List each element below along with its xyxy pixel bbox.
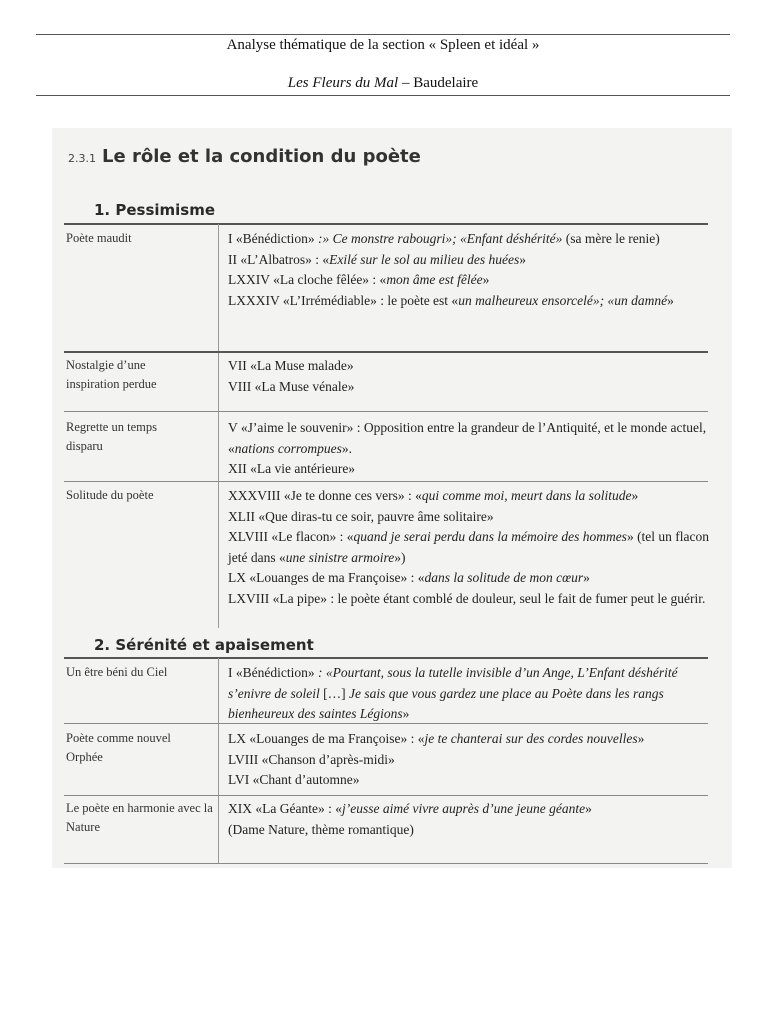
row-content	[228, 663, 712, 725]
content-line	[228, 589, 712, 610]
section-number: 2.3.1	[68, 152, 96, 165]
content-line	[228, 377, 712, 398]
reference-text: VII «La Muse malade»	[228, 358, 354, 373]
row-label: Nostalgie d’une inspiration perdue	[66, 358, 157, 391]
content-line	[228, 229, 712, 250]
reference-text: LXXIV «La cloche fêlée» : «	[228, 272, 387, 287]
row-label: Poète comme nouvel Orphée	[66, 731, 171, 764]
content-line	[228, 486, 712, 507]
reference-text: V «J’aime le souvenir» : Opposition entre la grandeur de l’Antiquité, et le monde actuel, «	[228, 420, 707, 456]
reference-text: XLVIII «Le flacon» : «	[228, 529, 354, 544]
table-rule	[64, 657, 708, 659]
reference-text: I «Bénédiction»	[228, 665, 318, 680]
reference-text: »	[583, 570, 590, 585]
reference-text: […]	[323, 685, 349, 701]
content-line	[228, 418, 712, 459]
reference-text: LXXXIV «L’Irrémédiable» : le poète est «	[228, 292, 459, 308]
reference-text: LXVIII «La pipe» : le poète étant comblé de douleur, seul le fait de fumer peut le guérir.	[228, 590, 706, 606]
content-line	[228, 356, 712, 377]
reference-text: »	[637, 731, 645, 746]
quotation-text: je te chanterai sur des cordes nouvelles	[424, 731, 638, 746]
header-top-rule	[36, 34, 730, 35]
row-label: Poète maudit	[66, 231, 132, 245]
reference-text: »	[631, 488, 639, 503]
reference-text: XII «La vie antérieure»	[228, 461, 356, 476]
quotation-text: j’eusse aimé vivre auprès d’une jeune géante	[341, 801, 586, 816]
section-title: Le rôle et la condition du poète	[102, 146, 421, 167]
quotation-text: : «Pourtant, sous la tutelle invisible d’un Ange, L’Enfant déshérité s’enivre de soleil	[228, 665, 678, 701]
content-line	[228, 729, 712, 750]
reference-text: »	[585, 801, 592, 816]
reference-text: »	[482, 272, 490, 287]
quotation-text: un malheureux ensorcelé»; «un damné	[458, 292, 668, 308]
reference-text: II «L’Albatros» : «	[228, 251, 330, 267]
row-rule	[64, 795, 708, 796]
reference-text: LVI «Chant d’automne»	[228, 772, 360, 787]
reference-text: (sa mère le renie)	[562, 231, 660, 246]
row-content	[228, 418, 712, 480]
group-title-serenite: 2. Sérénité et apaisement	[94, 636, 314, 654]
row-rule	[64, 723, 708, 724]
reference-text: XLII «Que diras-tu ce soir, pauvre âme solitaire»	[228, 508, 494, 524]
header-bottom-rule	[36, 95, 730, 96]
quotation-text: :» Ce monstre rabougri»; «Enfant déshérité»	[317, 231, 563, 246]
row-content	[228, 229, 712, 311]
quotation-text: une sinistre armoire	[285, 549, 395, 565]
quotation-text: nations corrompues	[234, 440, 342, 456]
reference-text: »	[402, 706, 410, 721]
reference-text: LX «Louanges de ma Françoise» : «	[228, 731, 425, 746]
document-title: Analyse thématique de la section « Spleen et idéal »	[226, 37, 540, 53]
content-line	[228, 270, 712, 291]
row-label: Le poète en harmonie avec la Nature	[66, 801, 213, 834]
quotation-text: mon âme est fêlée	[386, 272, 483, 287]
row-content	[228, 486, 712, 609]
row-rule	[64, 411, 708, 412]
row-content	[228, 729, 712, 791]
content-line	[228, 459, 712, 480]
content-line	[228, 527, 712, 568]
row-label: Solitude du poète	[66, 488, 154, 502]
reference-text: I «Bénédiction»	[228, 231, 318, 246]
row-rule	[64, 481, 708, 482]
reference-text: LVIII «Chanson d’après-midi»	[228, 751, 395, 767]
content-line	[228, 663, 712, 725]
reference-text: ».	[341, 440, 352, 456]
quotation-text: quand je serai perdu dans la mémoire des hommes	[353, 529, 627, 544]
group-title-pessimisme: 1. Pessimisme	[94, 201, 216, 219]
row-label: Regrette un temps disparu	[66, 420, 157, 453]
content-line	[228, 820, 712, 841]
content-line	[228, 291, 712, 312]
quotation-text: Je sais que vous gardez une place au Poète dans les rangs bienheureux des saintes Légions	[228, 685, 664, 721]
content-line	[228, 507, 712, 528]
quotation-text: qui comme moi, meurt dans la solitude	[421, 488, 632, 503]
row-content	[228, 799, 712, 840]
quotation-text: Exilé sur le sol au milieu des huées	[329, 251, 520, 267]
content-line	[228, 750, 712, 771]
content-line	[228, 568, 712, 589]
reference-text: VIII «La Muse vénale»	[228, 378, 355, 394]
reference-text: XIX «La Géante» : «	[228, 801, 342, 816]
reference-text: XXXVIII «Je te donne ces vers» : «	[228, 488, 422, 503]
column-divider	[218, 224, 219, 628]
row-rule	[64, 351, 708, 353]
reference-text: LX «Louanges de ma Françoise» : «	[228, 570, 425, 585]
reference-text: »)	[394, 549, 406, 565]
content-line	[228, 770, 712, 791]
row-label: Un être béni du Ciel	[66, 665, 168, 679]
table-rule	[64, 223, 708, 225]
reference-text: (Dame Nature, thème romantique)	[228, 821, 414, 837]
quotation-text: dans la solitude de mon cœur	[424, 570, 584, 585]
author: – Baudelaire	[398, 75, 479, 91]
book-title: Les Fleurs du Mal	[287, 75, 399, 91]
content-line	[228, 250, 712, 271]
reference-text: »	[519, 251, 526, 267]
column-divider	[218, 658, 219, 863]
row-content	[228, 356, 712, 397]
table-bottom-rule	[64, 863, 708, 864]
reference-text: » (tel un flacon jeté dans «	[228, 529, 710, 565]
reference-text: »	[667, 292, 674, 308]
section-heading	[68, 146, 421, 167]
document-subtitle	[36, 75, 730, 92]
content-line	[228, 799, 712, 820]
